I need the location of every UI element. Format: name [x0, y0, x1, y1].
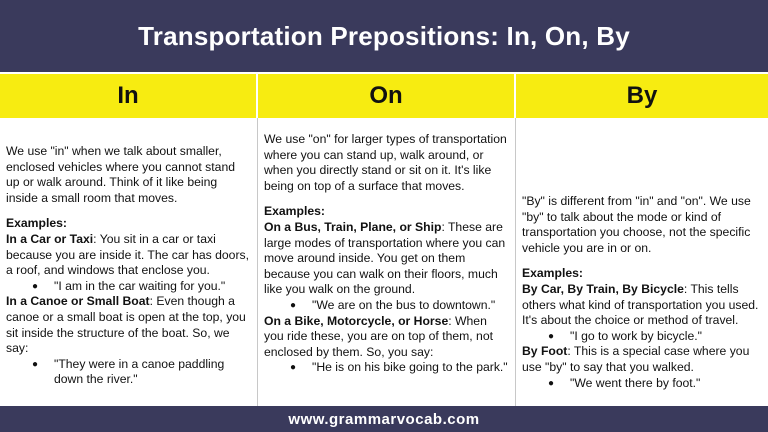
example-entry — [6, 232, 250, 279]
intro-text: "By" is different from "in" and "on". We use "by" to talk about the mode or kind of transportation you choose, not the specific vehicle you are in or on. — [522, 194, 751, 255]
example-description: : When you ride these, you are on top of them, not enclosed by them. So, you say: — [264, 313, 493, 359]
column-on — [258, 118, 514, 406]
example-term: In a Car or Taxi — [6, 231, 94, 246]
header-by: By — [516, 74, 768, 118]
example-term: On a Bus, Train, Plane, or Ship — [264, 219, 442, 234]
example-sentence — [6, 279, 250, 295]
example-sentence-text: "We are on the bus to downtown." — [312, 297, 496, 312]
example-sentence-text: "I go to work by bicycle." — [570, 328, 702, 343]
example-entry — [264, 314, 508, 361]
examples-label: Examples: — [6, 216, 67, 231]
example-sentence — [522, 376, 762, 392]
example-description: : This is a special case where you use "by" to say that you walked. — [522, 344, 750, 374]
example-term: On a Bike, Motorcycle, or Horse — [264, 313, 449, 328]
example-sentence-text: "They were in a canoe paddling down the river." — [54, 356, 225, 387]
example-sentence — [264, 298, 508, 314]
example-term: In a Canoe or Small Boat — [6, 294, 150, 309]
example-entry — [522, 282, 762, 329]
example-description: : These are large modes of transportation where you can move around inside. You get on them because you can walk on their floors, much like you walk on the ground. — [264, 219, 506, 297]
page-title: Transportation Prepositions: In, On, By — [138, 20, 630, 51]
example-sentence — [264, 360, 508, 376]
bullet-icon: ● — [290, 299, 297, 311]
example-sentence-text: "We went there by foot." — [570, 375, 701, 390]
example-term: By Foot — [522, 344, 568, 359]
example-description: : Even though a canoe or a small boat is open at the top, you sit inside the structure of the boat. So, we say: — [6, 294, 246, 356]
example-sentence — [522, 329, 762, 345]
column-in — [0, 118, 256, 406]
footer-website: www.grammarvocab.com — [0, 406, 768, 432]
example-sentence — [6, 357, 250, 388]
bullet-icon: ● — [548, 330, 555, 342]
examples-label: Examples: — [264, 204, 325, 219]
header-on: On — [258, 74, 514, 118]
example-entry — [522, 344, 762, 375]
example-sentence-text: "He is on his bike going to the park." — [312, 360, 508, 375]
intro-text: We use "in" when we talk about smaller, enclosed vehicles where you cannot stand up or walk around. Think of it like being inside a small room that moves. — [6, 144, 235, 205]
header-in: In — [0, 74, 256, 118]
example-description: : This tells others what kind of transportation you used. It's about the choice or method of travel. — [522, 281, 759, 328]
example-entry — [264, 220, 508, 298]
examples-label: Examples: — [522, 266, 583, 281]
bullet-icon: ● — [290, 362, 297, 374]
bullet-icon: ● — [548, 377, 555, 389]
column-by — [516, 118, 768, 406]
bullet-icon: ● — [32, 280, 39, 292]
column-headers — [0, 74, 768, 118]
example-sentence-text: "I am in the car waiting for you." — [54, 278, 226, 293]
example-entry — [6, 294, 250, 356]
bullet-icon: ● — [32, 358, 39, 370]
example-term: By Car, By Train, By Bicycle — [522, 281, 684, 296]
example-description: : You sit in a car or taxi because you are inside it. The car has doors, a roof, and windows that enclose you. — [6, 231, 249, 278]
intro-text: We use "on" for larger types of transportation where you can stand up, walk around, or when you directly stand or sit on it. It's like being on top of a surface that moves. — [264, 132, 507, 193]
